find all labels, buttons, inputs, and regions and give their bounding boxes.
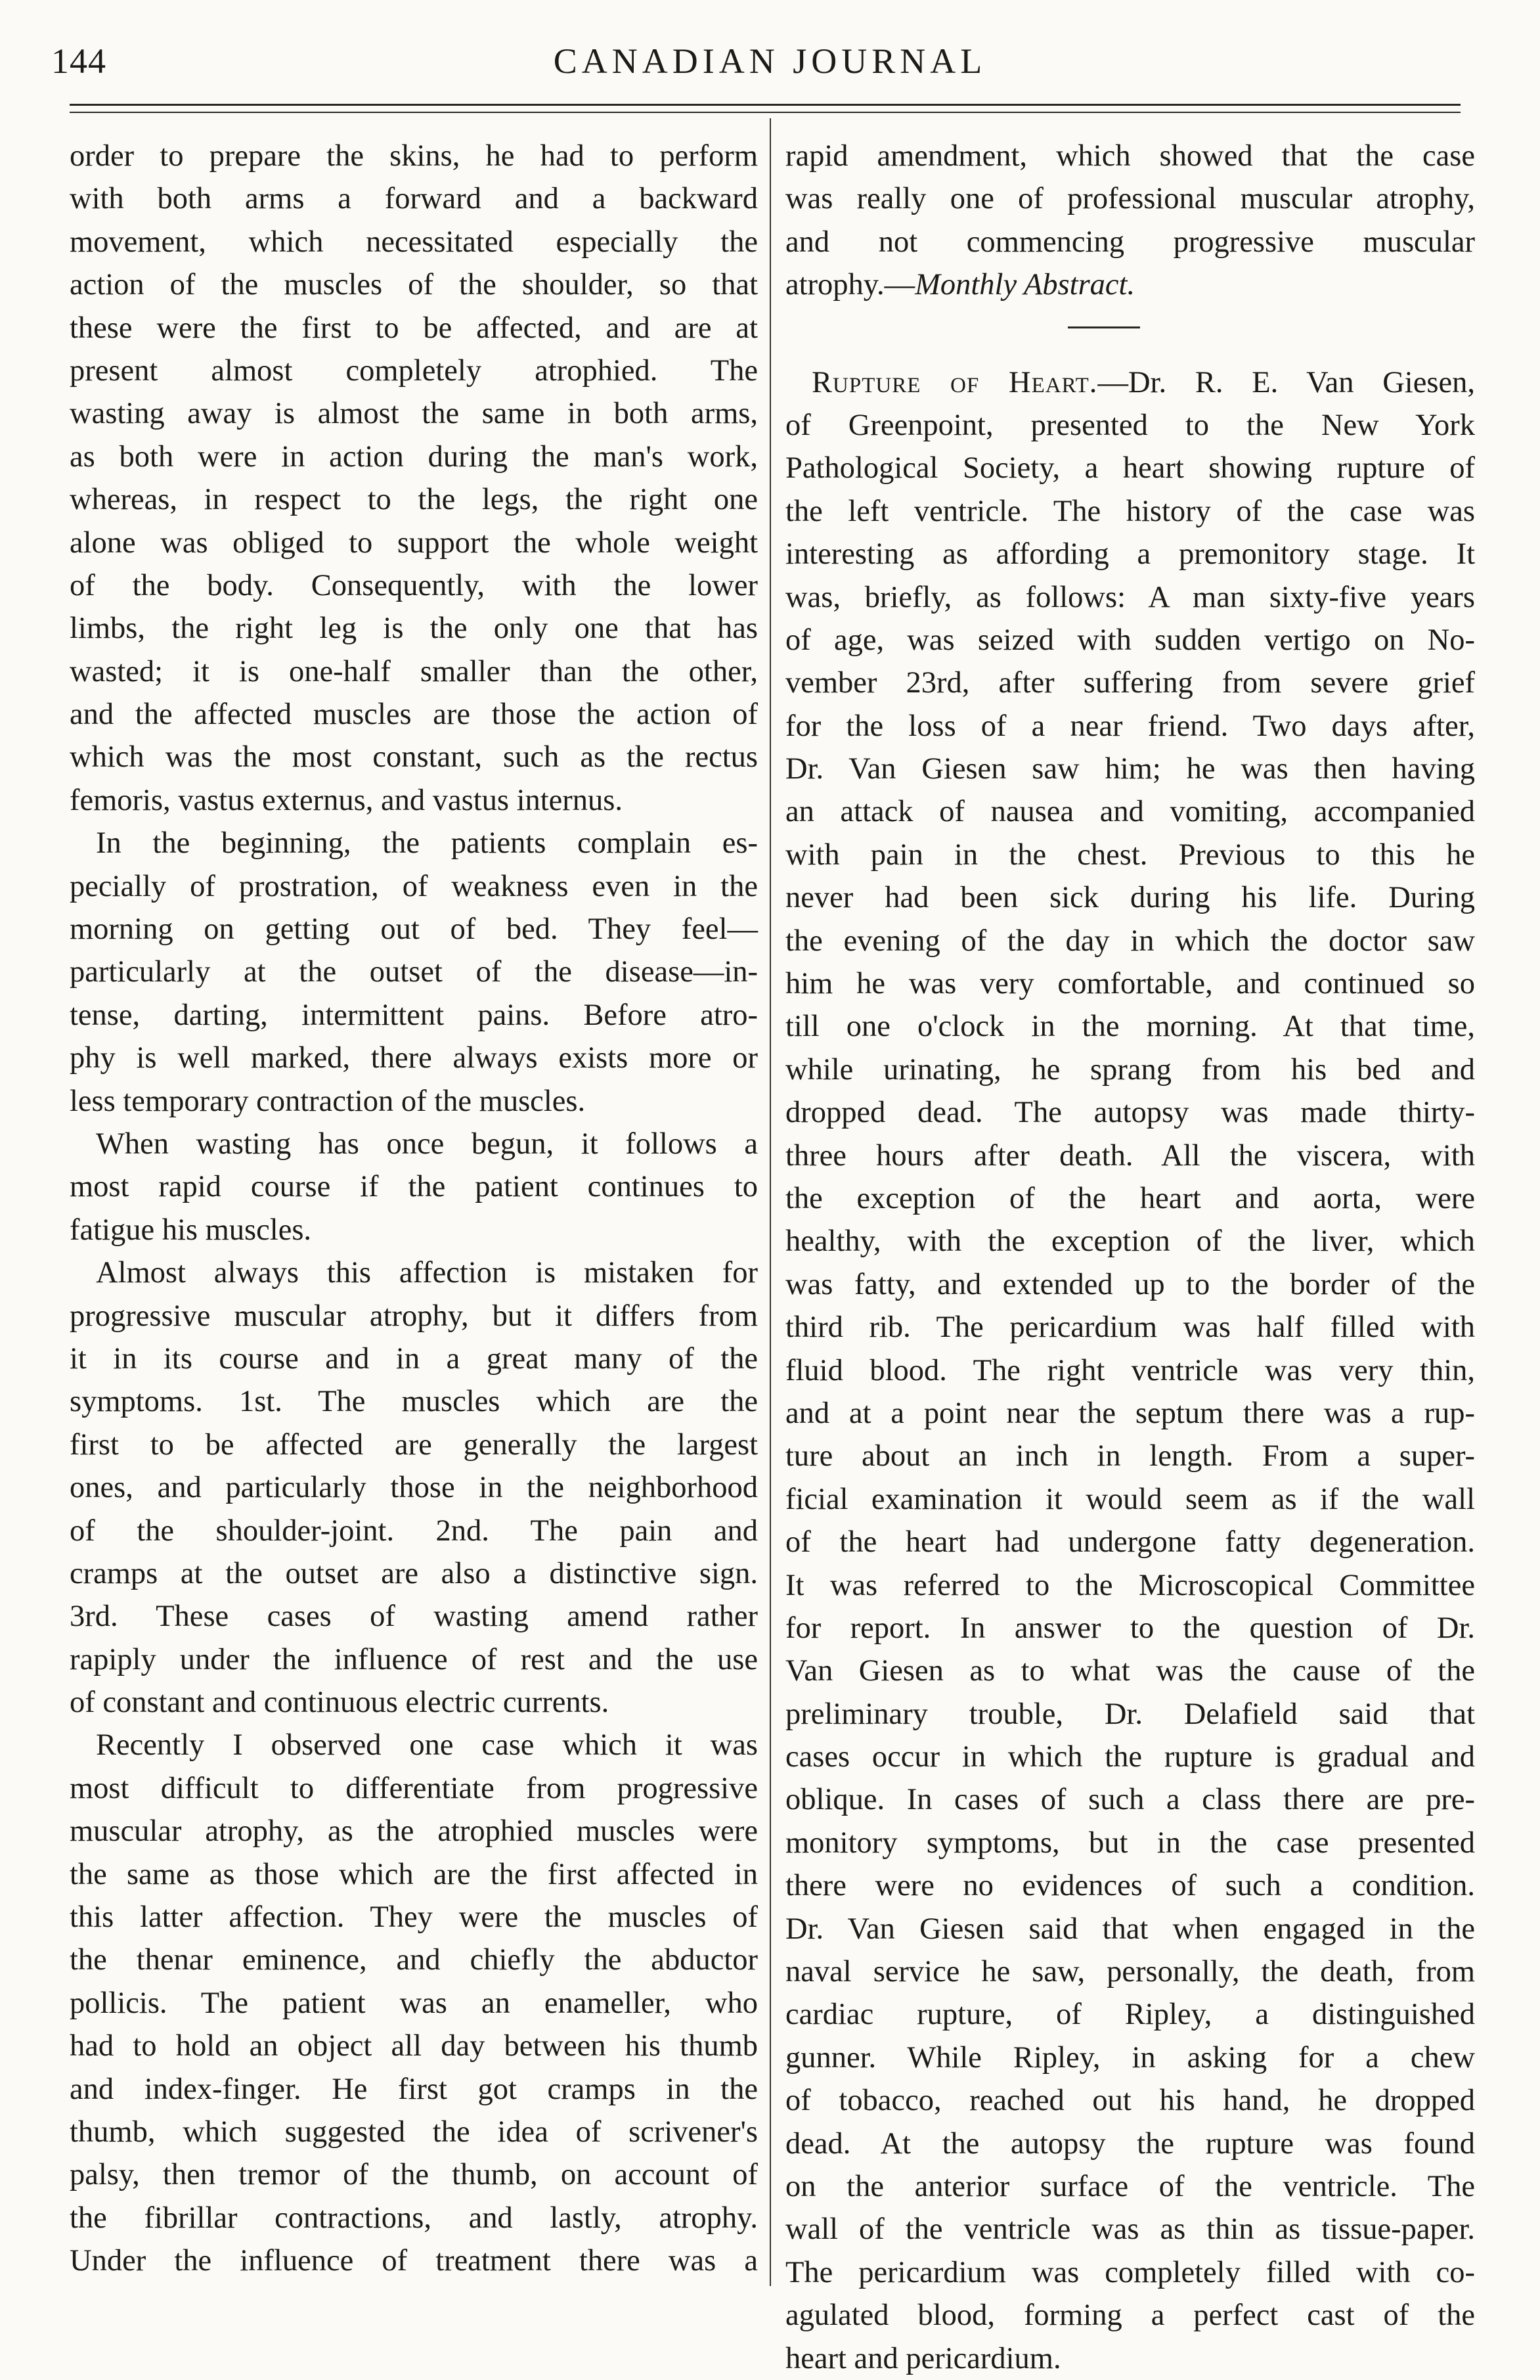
text-line: this latter affection. They were the muscles of bbox=[70, 1900, 758, 1935]
header-rule-bottom bbox=[70, 112, 1461, 113]
text-line: of the heart had undergone fatty degeneration. bbox=[785, 1525, 1475, 1560]
signoff-prefix: atrophy.— bbox=[785, 268, 915, 302]
text-line: the left ventricle. The history of the case was bbox=[785, 494, 1475, 528]
text-line: whereas, in respect to the legs, the right one bbox=[70, 483, 758, 517]
page-number: 144 bbox=[51, 41, 106, 81]
text-line: gunner. While Ripley, in asking for a chew bbox=[785, 2040, 1475, 2075]
text-line: the exception of the heart and aorta, were bbox=[785, 1181, 1475, 1215]
text-line: and the affected muscles are those the action of bbox=[70, 698, 758, 732]
text-line: till one o'clock in the morning. At that time, bbox=[785, 1010, 1475, 1044]
text-line: Dr. Van Giesen said that when engaged in the bbox=[785, 1912, 1475, 1946]
text-line: with pain in the chest. Previous to this he bbox=[785, 838, 1475, 872]
text-line: was really one of professional muscular atrophy, bbox=[785, 182, 1475, 216]
text-line: the fibrillar contractions, and lastly, atrophy. bbox=[70, 2201, 758, 2235]
right-column bbox=[785, 135, 1475, 2380]
text-line: him he was very comfortable, and continued so bbox=[785, 967, 1475, 1001]
text-line: three hours after death. All the viscera, with bbox=[785, 1138, 1475, 1173]
text-line: ones, and particularly those in the neighborhood bbox=[70, 1471, 758, 1505]
text-line: of the shoulder-joint. 2nd. The pain and bbox=[70, 1514, 758, 1548]
text-line: on the anterior surface of the ventricle. The bbox=[785, 2169, 1475, 2203]
text-line: fluid blood. The right ventricle was very thin, bbox=[785, 1353, 1475, 1387]
text-line: The pericardium was completely filled with co- bbox=[785, 2255, 1475, 2289]
text-line: for the loss of a near friend. Two days after, bbox=[785, 709, 1475, 743]
text-line: which was the most constant, such as the rectus bbox=[70, 740, 758, 775]
text-line: thumb, which suggested the idea of scrivener's bbox=[70, 2115, 758, 2149]
text-line: was fatty, and extended up to the border of the bbox=[785, 1267, 1475, 1301]
text-line: first to be affected are generally the largest bbox=[70, 1427, 758, 1462]
text-line: wasted; it is one-half smaller than the other, bbox=[70, 654, 758, 688]
text-line: and not commencing progressive muscular bbox=[785, 225, 1475, 259]
text-line: interesting as affording a premonitory stage. It bbox=[785, 537, 1475, 572]
text-line: tense, darting, intermittent pains. Before atro- bbox=[70, 998, 758, 1032]
text-line: and at a point near the septum there was a rup- bbox=[785, 1396, 1475, 1430]
text-line: present almost completely atrophied. The bbox=[70, 353, 758, 388]
right-column-continuation bbox=[785, 135, 1475, 263]
text-line: dead. At the autopsy the rupture was found bbox=[785, 2126, 1475, 2161]
header-rule-top bbox=[70, 104, 1461, 106]
text-line: rapid amendment, which showed that the case bbox=[785, 139, 1475, 173]
text-line: of the body. Consequently, with the lower bbox=[70, 568, 758, 602]
text-line: oblique. In cases of such a class there are pre- bbox=[785, 1783, 1475, 1817]
text-line: third rib. The pericardium was half filled with bbox=[785, 1311, 1475, 1345]
text-line: palsy, then tremor of the thumb, on account of bbox=[70, 2158, 758, 2192]
text-line: ficial examination it would seem as if the wall bbox=[785, 1482, 1475, 1516]
text-line: for report. In answer to the question of Dr. bbox=[785, 1611, 1475, 1645]
text-line: movement, which necessitated especially the bbox=[70, 225, 758, 259]
text-line: alone was obliged to support the whole weight bbox=[70, 526, 758, 560]
text-line: there were no evidences of such a condition. bbox=[785, 1869, 1475, 1903]
text-line: When wasting has once begun, it follows a bbox=[96, 1127, 758, 1161]
text-line: with both arms a forward and a backward bbox=[70, 182, 758, 216]
text-line: an attack of nausea and vomiting, accompanied bbox=[785, 795, 1475, 829]
text-line: femoris, vastus externus, and vastus internus. bbox=[70, 783, 623, 817]
text-line: monitory symptoms, but in the case presented bbox=[785, 1826, 1475, 1860]
text-line: rapiply under the influence of rest and the use bbox=[70, 1642, 758, 1676]
text-line: the evening of the day in which the doctor saw bbox=[785, 924, 1475, 958]
text-line: pecially of prostration, of weakness even in the bbox=[70, 869, 758, 903]
text-line: of tobacco, reached out his hand, he dropped bbox=[785, 2084, 1475, 2118]
text-line: ture about an inch in length. From a super- bbox=[785, 1439, 1475, 1473]
text-line: most difficult to differentiate from progressive bbox=[70, 1771, 758, 1805]
text-line: Almost always this affection is mistaken for bbox=[96, 1256, 758, 1290]
text-line: of age, was seized with sudden vertigo on No- bbox=[785, 623, 1475, 657]
text-line: healthy, with the exception of the liver, which bbox=[785, 1224, 1475, 1259]
text-line: progressive muscular atrophy, but it differs from bbox=[70, 1299, 758, 1333]
text-line: In the beginning, the patients complain es- bbox=[96, 826, 758, 861]
text-line: while urinating, he sprang from his bed and bbox=[785, 1052, 1475, 1087]
section-separator-rule bbox=[1068, 326, 1140, 328]
text-line: had to hold an object all day between his thumb bbox=[70, 2029, 758, 2063]
text-line: of Greenpoint, presented to the New York bbox=[785, 408, 1475, 442]
article-first-line: —Dr. R. E. Van Giesen, bbox=[1097, 365, 1475, 399]
text-line: phy is well marked, there always exists more or bbox=[70, 1041, 758, 1075]
column-divider bbox=[770, 118, 771, 2286]
text-line: as both were in action during the man's work, bbox=[70, 439, 758, 474]
left-column bbox=[70, 135, 758, 2283]
text-line: cardiac rupture, of Ripley, a distinguished bbox=[785, 1998, 1475, 2032]
text-line: Under the influence of treatment there was a bbox=[70, 2244, 758, 2278]
text-line: less temporary contraction of the muscles. bbox=[70, 1084, 586, 1118]
rupture-article-body bbox=[785, 404, 1475, 2380]
text-line: order to prepare the skins, he had to perform bbox=[70, 139, 758, 173]
text-line: Pathological Society, a heart showing rupture of bbox=[785, 451, 1475, 485]
text-line: never had been sick during his life. During bbox=[785, 881, 1475, 915]
text-line: these were the first to be affected, and are at bbox=[70, 311, 758, 345]
text-line: vember 23rd, after suffering from severe grief bbox=[785, 666, 1475, 700]
source-citation: Monthly Abstract. bbox=[915, 268, 1135, 302]
text-line: limbs, the right leg is the only one that has bbox=[70, 612, 758, 646]
text-line: muscular atrophy, as the atrophied muscles were bbox=[70, 1814, 758, 1849]
article-heading: Rupture of Heart. bbox=[812, 365, 1098, 399]
text-line: of constant and continuous electric currents. bbox=[70, 1686, 609, 1720]
running-head: CANADIAN JOURNAL bbox=[553, 41, 987, 81]
text-line: cramps at the outset are also a distinctive sign. bbox=[70, 1556, 758, 1590]
text-line: it in its course and in a great many of the bbox=[70, 1341, 758, 1376]
text-line: most rapid course if the patient continues to bbox=[70, 1170, 758, 1204]
text-line: Van Giesen as to what was the cause of the bbox=[785, 1654, 1475, 1688]
text-line: naval service he saw, personally, the death, from bbox=[785, 1955, 1475, 1989]
text-line: pollicis. The patient was an enameller, who bbox=[70, 1986, 758, 2020]
text-line: morning on getting out of bed. They feel— bbox=[70, 912, 758, 947]
article-heading-line bbox=[785, 361, 1475, 404]
text-line: particularly at the outset of the disease—in- bbox=[70, 955, 758, 989]
text-line: symptoms. 1st. The muscles which are the bbox=[70, 1385, 758, 1419]
text-line: and index-finger. He first got cramps in the bbox=[70, 2072, 758, 2106]
text-line: Recently I observed one case which it was bbox=[96, 1728, 758, 1763]
text-line: wall of the ventricle was as thin as tissue-paper. bbox=[785, 2212, 1475, 2247]
text-line: the thenar eminence, and chiefly the abductor bbox=[70, 1943, 758, 1977]
article-signoff bbox=[785, 263, 1475, 306]
text-line: was, briefly, as follows: A man sixty-five years bbox=[785, 580, 1475, 614]
text-line: Dr. Van Giesen saw him; he was then having bbox=[785, 752, 1475, 786]
text-line: agulated blood, forming a perfect cast of the bbox=[785, 2299, 1475, 2333]
text-line: action of the muscles of the shoulder, so that bbox=[70, 268, 758, 302]
page-header bbox=[0, 41, 1540, 100]
text-line: fatigue his muscles. bbox=[70, 1213, 312, 1247]
text-line: heart and pericardium. bbox=[785, 2341, 1061, 2375]
text-line: dropped dead. The autopsy was made thirty- bbox=[785, 1096, 1475, 1130]
text-line: the same as those which are the first affected in bbox=[70, 1857, 758, 1891]
text-line: 3rd. These cases of wasting amend rather bbox=[70, 1600, 758, 1634]
text-line: cases occur in which the rupture is gradual and bbox=[785, 1740, 1475, 1774]
text-line: preliminary trouble, Dr. Delafield said that bbox=[785, 1697, 1475, 1731]
text-line: wasting away is almost the same in both arms, bbox=[70, 397, 758, 431]
text-line: It was referred to the Microscopical Committee bbox=[785, 1568, 1475, 1602]
